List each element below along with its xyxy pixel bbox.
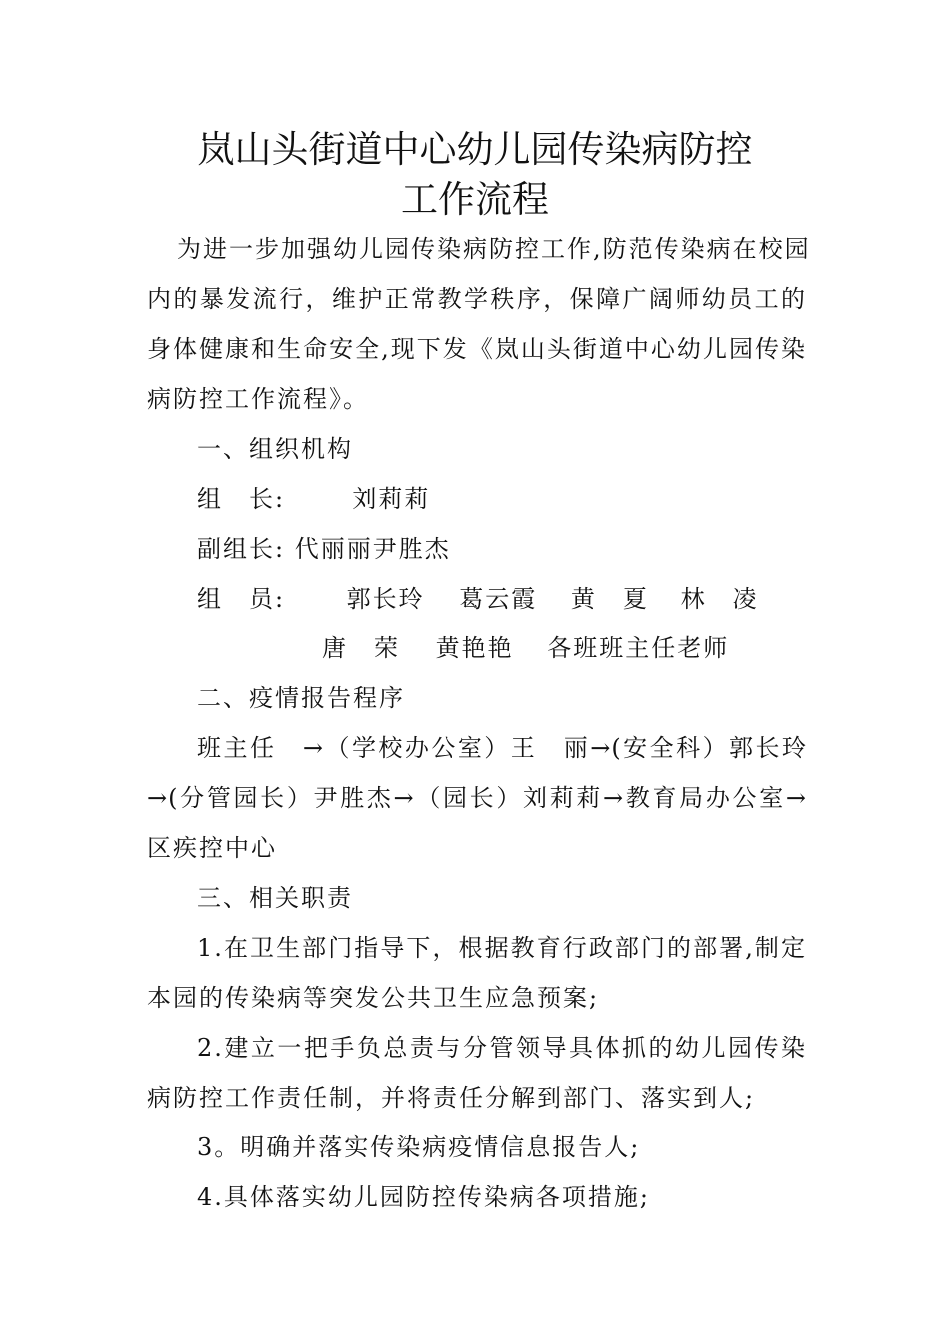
report-flow-line-3: 区疾控中心 [147,834,277,862]
section-1-heading: 一、组织机构 [197,435,353,463]
intro-line-1: 为进一步加强幼儿园传染病防控工作,防范传染病在校园 [177,235,811,263]
report-flow-line-1: 班主任 →（学校办公室）王 丽→(安全科）郭长玲 [197,734,807,762]
member-name: 黄 夏 [570,585,649,613]
duty-2-line-1: 2.建立一把手负总责与分管领导具体抓的幼儿园传染 [197,1034,807,1062]
member-name: 黄艳艳 [435,634,514,662]
member-name: 各班班主任老师 [547,634,730,662]
section-2-heading: 二、疫情报告程序 [197,684,405,712]
leader-label: 组 长: [197,485,286,513]
member-name: 郭长玲 [346,585,425,613]
section-3-heading: 三、相关职责 [197,884,353,912]
intro-line-3: 身体健康和生命安全,现下发《岚山头街道中心幼儿园传染 [147,335,807,363]
duty-2-line-2: 病防控工作责任制，并将责任分解到部门、落实到人; [147,1084,756,1112]
member-name: 唐 荣 [322,634,400,662]
duty-1-line-1: 1.在卫生部门指导下，根据教育行政部门的部署,制定 [197,934,807,962]
member-name: 葛云霞 [459,585,538,613]
document-title-line-2: 工作流程 [401,178,549,221]
deputy-row: 副组长: 代丽丽尹胜杰 [197,535,451,563]
duty-4: 4.具体落实幼儿园防控传染病各项措施; [197,1183,650,1211]
members-row-1 [197,583,759,615]
duty-1-line-2: 本园的传染病等突发公共卫生应急预案; [147,984,600,1012]
duty-3: 3。明确并落实传染病疫情信息报告人; [197,1133,641,1161]
member-name: 林 凌 [680,585,759,613]
intro-line-2: 内的暴发流行，维护正常教学秩序，保障广阔师幼员工的 [147,285,807,313]
members-label: 组 员: [197,585,286,613]
document-title-line-1: 岚山头街道中心幼儿园传染病防控 [197,128,753,171]
leader-name: 刘莉莉 [352,485,431,513]
leader-row [197,483,430,515]
report-flow-line-2: →(分管园长）尹胜杰→（园长）刘莉莉→教育局办公室→ [147,784,807,812]
intro-line-4: 病防控工作流程》。 [147,385,369,413]
members-row-2 [322,632,729,664]
